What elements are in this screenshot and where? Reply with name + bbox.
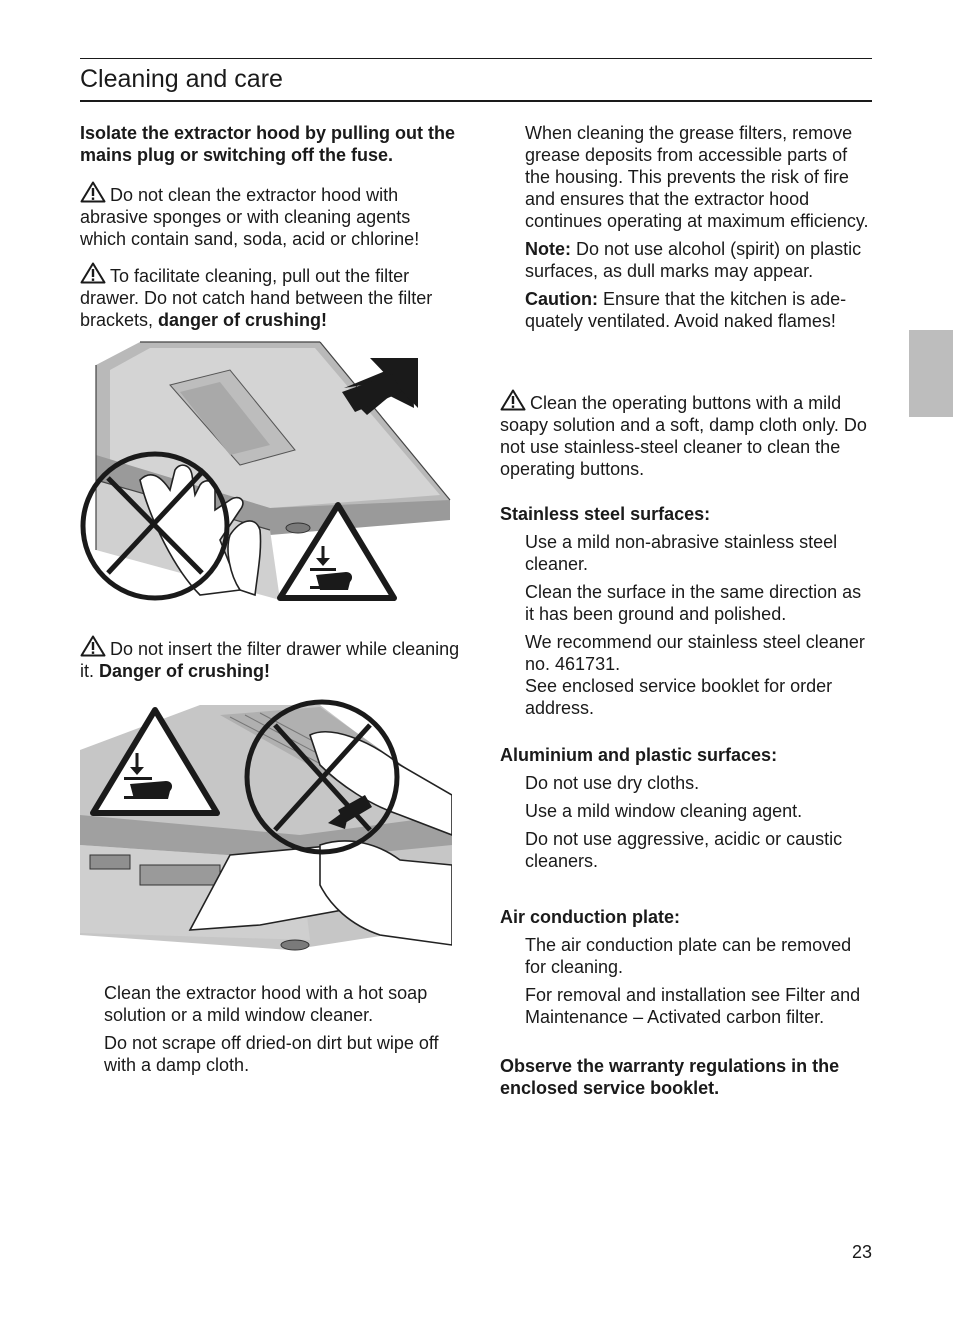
page-title: Cleaning and care: [80, 65, 283, 93]
filter-drawer-insert-illustration: [80, 695, 452, 967]
aluminium-heading-block: [500, 744, 872, 766]
stainless-item-1: Use a mild non-abrasive stainless steel cleaner.: [525, 532, 838, 574]
stainless-item-3a: We recommend our stainless steel cleaner no. 461731.: [525, 632, 865, 674]
no-scrape: Do not scrape off dried-on dirt but wipe off with a damp cloth.: [104, 1033, 439, 1075]
stainless-item-3b: See enclosed service booklet for order address.: [525, 676, 833, 718]
stainless-heading-block: [500, 503, 872, 525]
stainless-item-2: Clean the surface in the same direction as it has been ground and polished.: [525, 582, 862, 624]
air-plate-heading-block: [500, 906, 872, 928]
warning-abrasive-block: [80, 181, 460, 250]
warning-drawer-block: [80, 262, 460, 331]
caution-text: Ensure that the kitchen is ade-quately ventilated. Avoid naked flames!: [525, 289, 847, 331]
filter-drawer-pull-illustration: [80, 340, 452, 612]
warning-buttons-block: [500, 389, 872, 480]
header-rule-bottom: [80, 100, 872, 102]
warning-drawer-bold: danger of crushing!: [158, 310, 328, 330]
warning-insert-text: Do not insert the filter drawer while cleaning it.: [80, 639, 460, 681]
caution-label: Caution:: [525, 289, 598, 309]
note-text: Do not use alcohol (spirit) on plastic surfaces, as dull marks may appear.: [525, 239, 862, 281]
grease-filters-text: When cleaning the grease filters, remove grease deposits from accessible parts of the housing. This prevents the risk of fire and ensures that the extractor hood continues operating at maximum efficiency.: [525, 123, 869, 231]
grease-filters-block: [525, 122, 873, 332]
chapter-tab-marker: [909, 330, 953, 417]
warning-triangle-icon: [80, 262, 106, 284]
note-label: Note:: [525, 239, 571, 259]
air-plate-item-2: For removal and installation see Filter and Maintenance – Activated carbon filter.: [525, 985, 861, 1027]
warning-insert-block: [80, 635, 460, 682]
cleaning-instructions-block: [104, 982, 460, 1076]
stainless-items: [525, 531, 873, 719]
aluminium-item-1: Do not use dry cloths.: [525, 773, 700, 793]
warranty-notice: Observe the warranty regulations in the enclosed service booklet.: [500, 1056, 840, 1098]
isolate-notice-block: [80, 122, 460, 166]
stainless-heading: Stainless steel surfaces:: [500, 504, 711, 524]
caution-paragraph: [525, 288, 873, 332]
note-paragraph: [525, 238, 873, 282]
aluminium-item-2: Use a mild window cleaning agent.: [525, 801, 803, 821]
warranty-block: [500, 1055, 872, 1099]
page-number: 23: [851, 1242, 872, 1262]
isolate-notice: Isolate the extractor hood by pulling out the mains plug or switching off the fuse.: [80, 123, 456, 165]
warning-triangle-icon: [80, 635, 106, 657]
air-plate-items: [525, 934, 873, 1028]
aluminium-heading: Aluminium and plastic surfaces:: [500, 745, 778, 765]
warning-triangle-icon: [80, 181, 106, 203]
aluminium-item-3: Do not use aggressive, acidic or caustic cleaners.: [525, 829, 843, 871]
clean-hot-soap: Clean the extractor hood with a hot soap solution or a mild window cleaner.: [104, 983, 428, 1025]
air-plate-item-1: The air conduction plate can be removed for cleaning.: [525, 935, 852, 977]
air-plate-heading: Air conduction plate:: [500, 907, 680, 927]
warning-triangle-icon: [500, 389, 526, 411]
warning-buttons-text: Clean the operating buttons with a mild soapy solution and a soft, damp cloth only. Do not use stainless-steel cleaner to clean the operating buttons.: [500, 393, 867, 479]
aluminium-items: [525, 772, 873, 872]
warning-abrasive-text: Do not clean the extractor hood with abrasive sponges or with cleaning agents which contain sand, soda, acid or chlorine!: [80, 185, 420, 249]
header-rule-top: [80, 58, 872, 59]
warning-drawer-text: To facilitate cleaning, pull out the filter drawer. Do not catch hand between the filter brackets,: [80, 266, 433, 330]
warning-insert-bold: Danger of crushing!: [99, 661, 271, 681]
